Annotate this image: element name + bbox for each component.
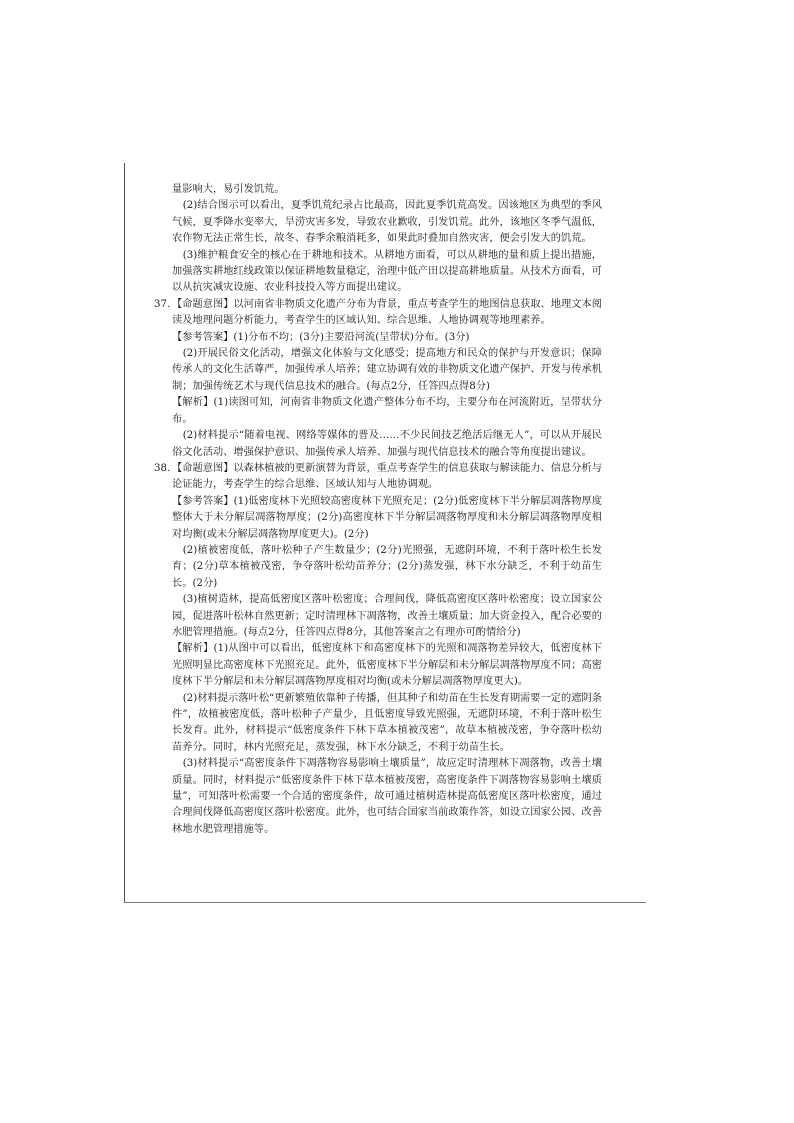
paragraph: 量影响大，易引发饥荒。 (172, 184, 285, 195)
paragraph: (2)植被密度低，落叶松种子产生数量少；(2分)光照强，无遮阴环境，不利于落叶松生长发育；(2分)草本植被茂密，争夺落叶松幼苗养分；(2分)蒸发强，林下水分缺乏，不利于幼苗生长。(2分) (172, 544, 602, 589)
question-38-intent (154, 461, 602, 494)
paragraph: (2)材料提示落叶松“更新繁殖依靠种子传播，但其种子和幼苗在生长发育期需要一定的遮阴条件”，故植被密度低，落叶松种子产量少，且低密度导致光照强，无遮阴环境，不利于落叶松生长发育。此外，材料提示“低密度条件下林下草本植被茂密”，故草本植被茂密，争夺落叶松幼苗养分。同时，林内光照充足，蒸发强，林下水分缺乏，不利于幼苗生长。 (172, 692, 602, 753)
paragraph: (3)植树造林，提高低密度区落叶松密度；合理间伐，降低高密度区落叶松密度；设立国家公园，促进落叶松林自然更新；定时清理林下凋落物，改善土壤质量；加大资金投入，配合必要的水肥管理措施。(每点2分，任答四点得8分，其他答案言之有理亦可酌情给分) (172, 594, 602, 638)
paragraph: 【解析】(1)读图可知，河南省非物质文化遗产整体分布不均，主要分布在河流附近，呈带状分布。 (172, 397, 602, 425)
paragraph: 【参考答案】(1)分布不均；(3分)主要沿河流(呈带状)分布。(3分) (172, 331, 470, 343)
paragraph-text: 【命题意图】以森林植被的更新演替为背景，重点考查学生的信息获取与解读能力、信息分析与论证能力，考查学生的综合思维、区域认知与人地协调观。 (172, 462, 602, 491)
paragraph: (2)开展民俗文化活动，增强文化体验与文化感受；提高地方和民众的保护与开发意识；保障传承人的文化生活尊严，加强传承人培养；建立协调有效的非物质文化遗产保护、开发与传承机制；加强传统艺术与现代信息技术的融合。(每点2分，任答四点得8分) (172, 348, 602, 392)
page-left-border (124, 163, 125, 903)
question-number: 38. (154, 462, 171, 474)
paragraph: 【解析】(1)从图中可以看出，低密度林下和高密度林下的光照和凋落物差异较大，低密度林下光照明显比高密度林下光照充足。此外，低密度林下半分解层和未分解层凋落物厚度不同；高密度林下半分解层和未分解层凋落物厚度相对均衡(或未分解层凋落物厚度更大)。 (172, 643, 602, 688)
paragraph-text: 【命题意图】以河南省非物质文化遗产分布为背景，重点考查学生的地图信息获取、地理文本阅读及地理问题分析能力，考查学生的区域认知、综合思维、人地协调观等地理素养。 (172, 298, 602, 327)
paragraph: (3)维护粮食安全的核心在于耕地和技术。从耕地方面看，可以从耕地的量和质上提出措施，加强落实耕地红线政策以保证耕地数量稳定，治理中低产田以提高耕地质量。从技术方面看，可以从抗灾减灾设施、农业科技投入等方面提出建议。 (172, 249, 602, 294)
question-number: 37. (154, 298, 171, 310)
paragraph: (2)材料提示“随着电视、网络等媒体的普及……不少民间技艺绝活后继无人”，可以从开展民俗文化活动、增强保护意识、加强传承人培养、加强与现代信息技术的融合等角度提出建议。 (172, 430, 602, 458)
question-37-intent (154, 297, 602, 330)
page-bottom-border (124, 902, 646, 903)
paragraph: (2)结合图示可以看出，夏季饥荒纪录占比最高，因此夏季饥荒高发。因该地区为典型的季风气候，夏季降水变率大，旱涝灾害多发，导致农业歉收，引发饥荒。此外，该地区冬季气温低，农作物无法正常生长，故冬、春季余粮消耗多，如果此时叠加自然灾害，便会引发大的饥荒。 (172, 200, 602, 245)
paragraph: 【参考答案】(1)低密度林下光照较高密度林下光照充足；(2分)低密度林下半分解层凋落物厚度整体大于未分解层凋落物厚度；(2分)高密度林下半分解层凋落物厚度和未分解层凋落物厚度相对均衡(或未分解层凋落物厚度更大)。(2分) (172, 495, 602, 540)
answer-text-body (154, 182, 602, 838)
paragraph: (3)材料提示“高密度条件下凋落物容易影响土壤质量”，故应定时清理林下凋落物，改善土壤质量。同时，材料提示“低密度条件下林下草本植被茂密，高密度条件下凋落物容易影响土壤质量”，可知落叶松需要一个合适的密度条件，故可通过植树造林提高低密度区落叶松密度，通过合理间伐降低高密度区落叶松密度。此外，也可结合国家当前政策作答，如设立国家公园、改善林地水肥管理措施等。 (172, 758, 602, 835)
